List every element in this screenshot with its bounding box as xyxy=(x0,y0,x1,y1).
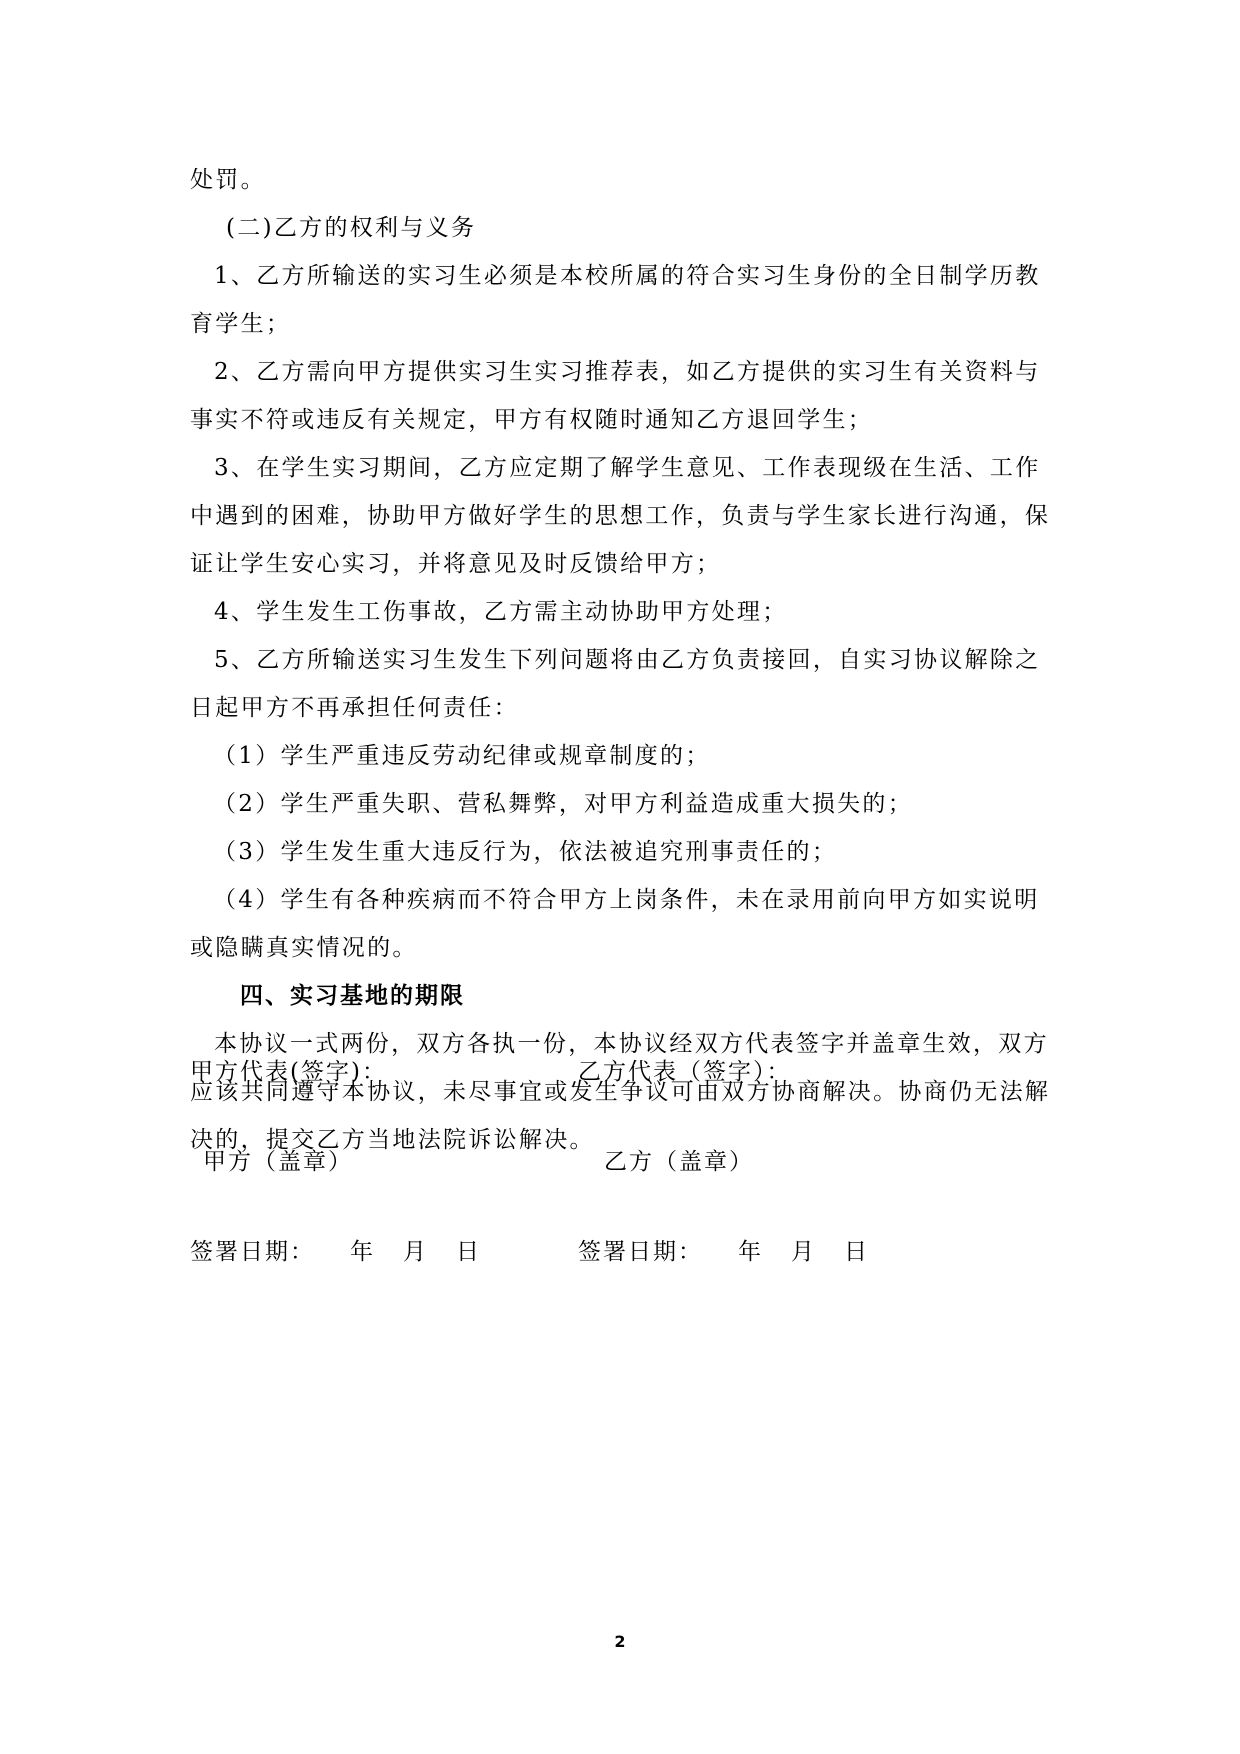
section-heading-term: 四、实习基地的期限 xyxy=(240,983,465,1009)
party-b-date-day: 日 xyxy=(844,1239,869,1265)
party-b-date xyxy=(578,1237,869,1267)
party-b-date-month: 月 xyxy=(791,1239,816,1265)
clause-4: 4、学生发生工伤事故，乙方需主动协助甲方处理； xyxy=(214,599,788,625)
party-a-date-day: 日 xyxy=(456,1239,481,1265)
document-body xyxy=(190,156,1060,1164)
party-b-rep-label: 乙方代表（签字）： xyxy=(578,1059,792,1085)
clause-5-item-4: （4）学生有各种疾病而不符合甲方上岗条件，未在录用前向甲方如实说明或隐瞒真实情况的。 xyxy=(190,887,1040,961)
party-a-seal-label: 甲方（盖章） xyxy=(203,1149,353,1175)
paragraph-agreement-terms: 本协议一式两份，双方各执一份，本协议经双方代表签字并盖章生效，双方应该共同遵守本协议，未尽事宜或发生争议可由双方协商解决。协商仍无法解决的，提交乙方当地法院诉讼解决。 xyxy=(190,1031,1051,1153)
clause-5: 5、乙方所输送实习生发生下列问题将由乙方负责接回，自实习协议解除之日起甲方不再承担任何责任： xyxy=(190,647,1041,721)
party-a-date xyxy=(190,1237,481,1267)
party-a-date-month: 月 xyxy=(403,1239,428,1265)
clause-5-item-1: （1）学生严重违反劳动纪律或规章制度的； xyxy=(213,743,711,769)
clause-1: 1、乙方所输送的实习生必须是本校所属的符合实习生身份的全日制学历教育学生； xyxy=(190,263,1041,337)
party-a-date-label: 签署日期： xyxy=(190,1239,315,1265)
clause-5-item-3: （3）学生发生重大违反行为，依法被追究刑事责任的； xyxy=(213,839,838,865)
paragraph-penalty-end: 处罚。 xyxy=(190,167,266,193)
party-a-date-year: 年 xyxy=(350,1239,375,1265)
party-b-date-year: 年 xyxy=(738,1239,763,1265)
clause-2: 2、乙方需向甲方提供实习生实习推荐表，如乙方提供的实习生有关资料与事实不符或违反有关规定，甲方有权随时通知乙方退回学生； xyxy=(190,359,1041,433)
subheading-party-b-rights: (二)乙方的权利与义务 xyxy=(226,215,477,241)
party-b-seal-label: 乙方（盖章） xyxy=(604,1149,754,1175)
party-b-date-label: 签署日期： xyxy=(578,1239,703,1265)
party-a-rep-label: 甲方代表(签字)： xyxy=(190,1059,387,1085)
clause-3: 3、在学生实习期间，乙方应定期了解学生意见、工作表现级在生活、工作中遇到的困难，协助甲方做好学生的思想工作，负责与学生家长进行沟通，保证让学生安心实习，并将意见及时反馈给甲方； xyxy=(190,455,1051,577)
clause-5-item-2: （2）学生严重失职、营私舞弊，对甲方利益造成重大损失的； xyxy=(213,791,914,817)
page-number: 2 xyxy=(614,1632,626,1651)
